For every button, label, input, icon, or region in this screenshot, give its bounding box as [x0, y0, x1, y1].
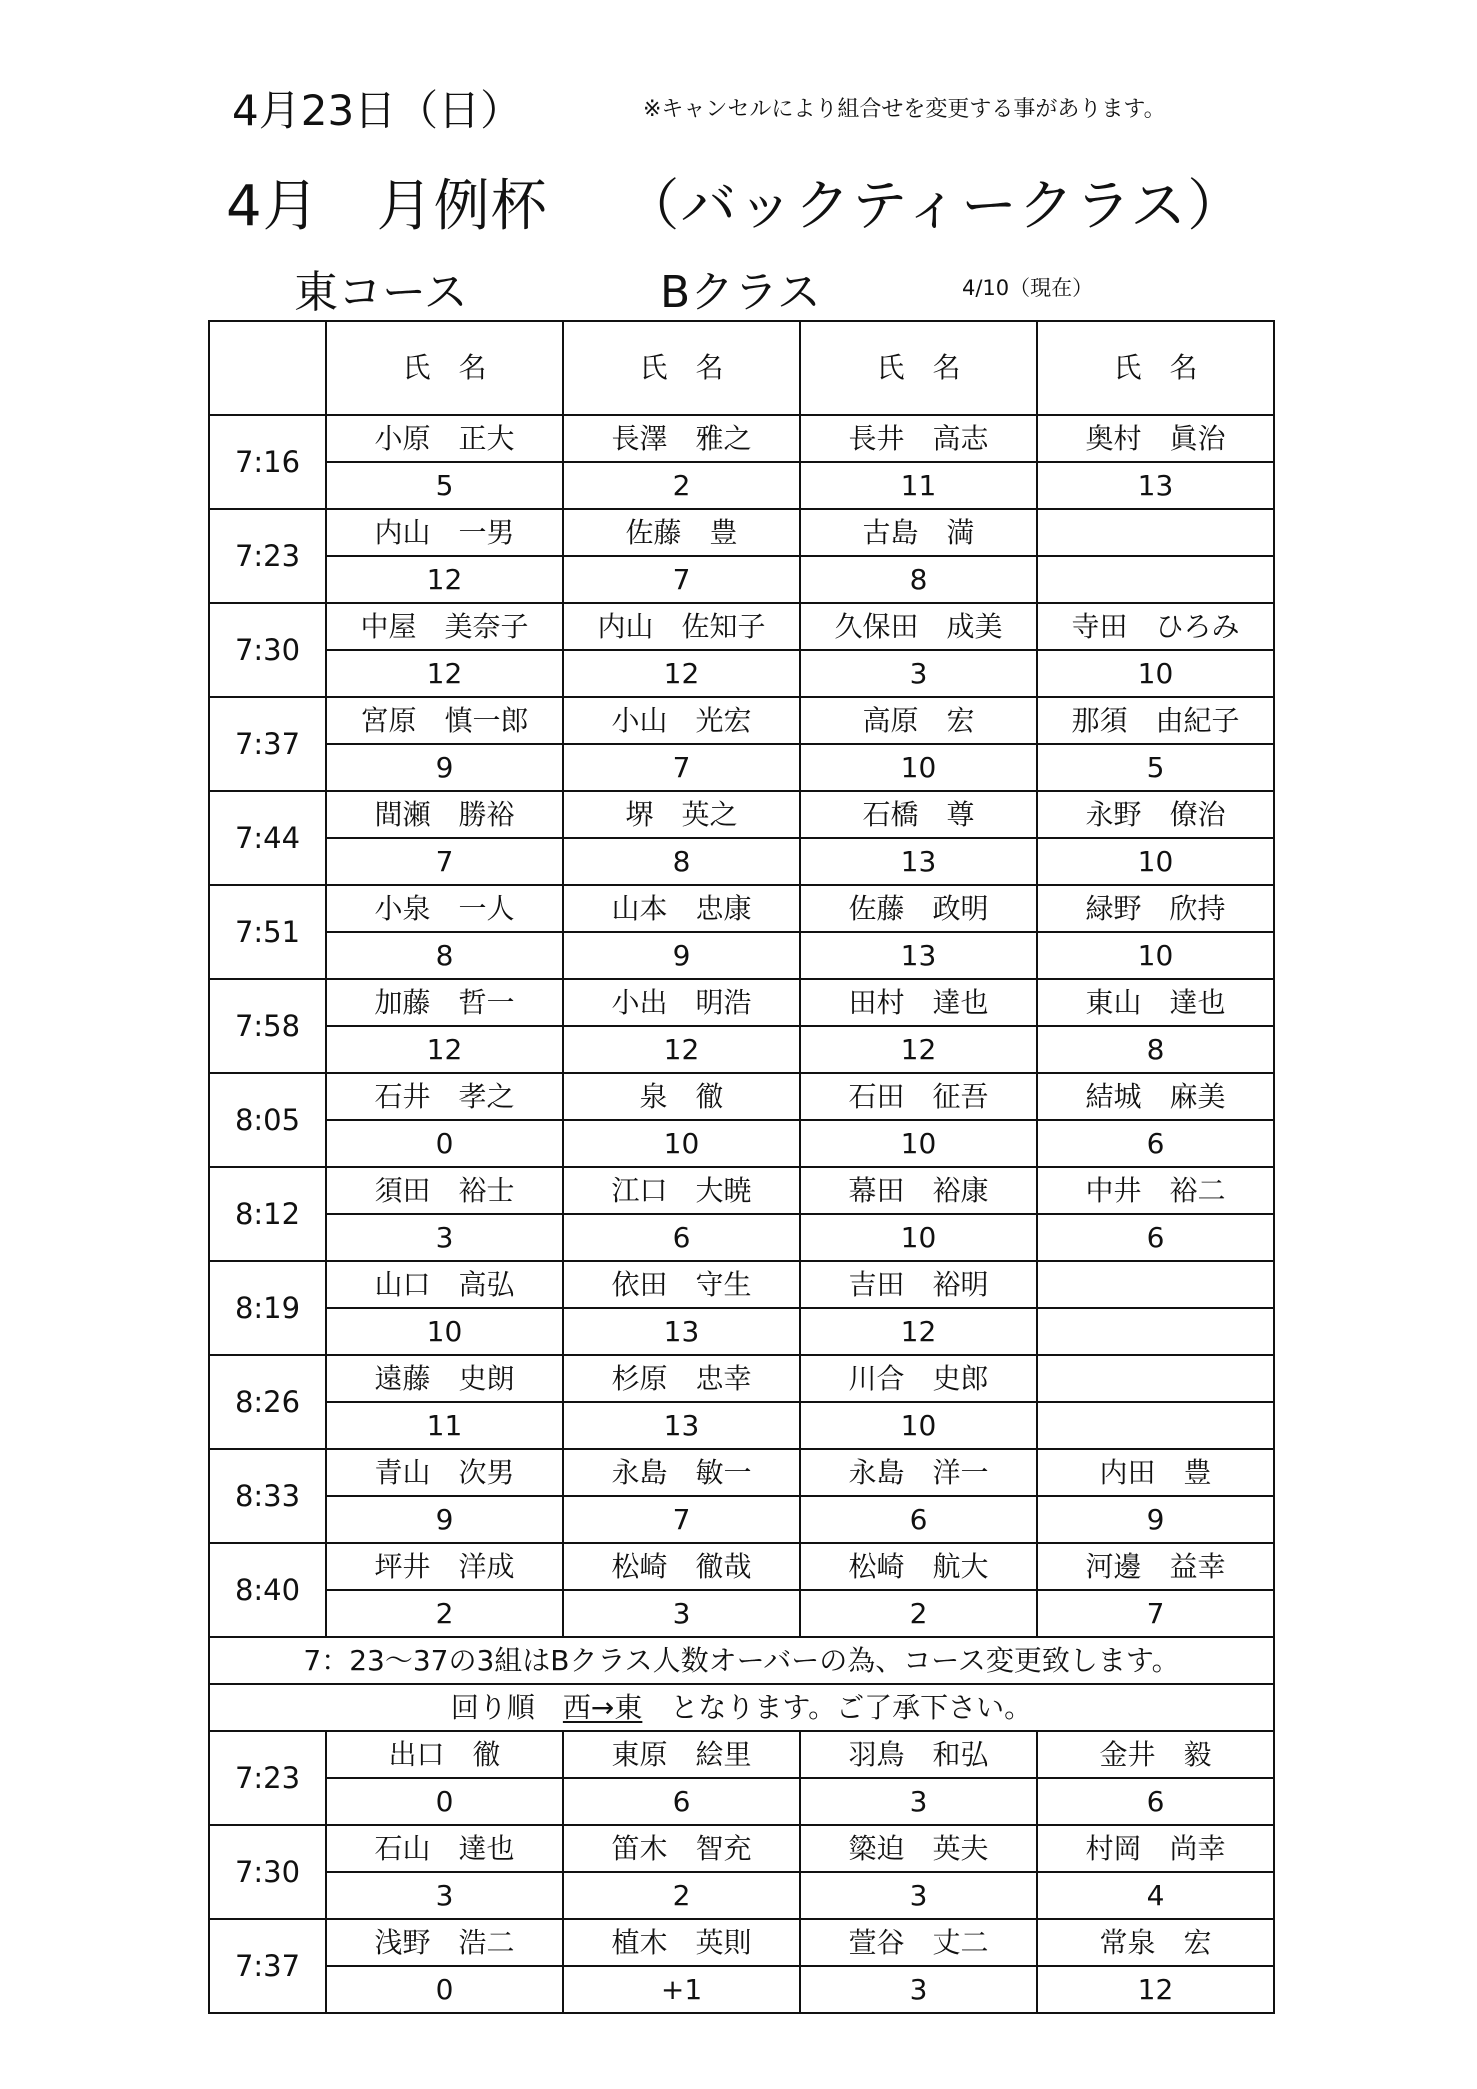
player-handicap [1037, 1308, 1274, 1355]
group-name-row [209, 885, 1274, 932]
player-name: 松崎 徹哉 [563, 1543, 800, 1590]
tee-time: 7:44 [209, 791, 326, 885]
group-name-row [209, 1731, 1274, 1778]
player-handicap: 13 [1037, 462, 1274, 509]
player-handicap: 0 [326, 1778, 563, 1825]
player-handicap: 12 [326, 650, 563, 697]
player-name: 寺田 ひろみ [1037, 603, 1274, 650]
player-name: 長井 高志 [800, 415, 1037, 462]
course-change-notice: 7：23～37の3組はBクラス人数オーバーの為、コース変更致します。 [209, 1637, 1274, 1684]
player-handicap: 2 [800, 1590, 1037, 1637]
player-handicap: 7 [563, 744, 800, 791]
group-handicap-row [209, 744, 1274, 791]
group-handicap-row [209, 462, 1274, 509]
player-handicap: 10 [1037, 932, 1274, 979]
group-name-row [209, 509, 1274, 556]
group-handicap-row [209, 838, 1274, 885]
player-name: 長澤 雅之 [563, 415, 800, 462]
group-name-row [209, 697, 1274, 744]
column-header: 氏 名 [1037, 321, 1274, 415]
player-handicap: 10 [1037, 838, 1274, 885]
player-name: 山口 高弘 [326, 1261, 563, 1308]
player-handicap: 12 [326, 1026, 563, 1073]
player-handicap: 3 [800, 1778, 1037, 1825]
player-name: 緑野 欣持 [1037, 885, 1274, 932]
player-handicap: +1 [563, 1966, 800, 2013]
player-name: 永野 僚治 [1037, 791, 1274, 838]
player-handicap: 3 [326, 1214, 563, 1261]
player-name: 依田 守生 [563, 1261, 800, 1308]
route-order-suffix: となります。ご了承下さい。 [642, 1691, 1033, 1724]
group-handicap-row [209, 1496, 1274, 1543]
player-handicap: 2 [563, 1872, 800, 1919]
player-handicap: 12 [563, 650, 800, 697]
tee-time: 7:23 [209, 509, 326, 603]
player-handicap: 0 [326, 1120, 563, 1167]
column-header: 氏 名 [563, 321, 800, 415]
player-handicap: 9 [1037, 1496, 1274, 1543]
player-handicap: 0 [326, 1966, 563, 2013]
tee-time: 7:30 [209, 1825, 326, 1919]
group-handicap-row [209, 1872, 1274, 1919]
column-header: 氏 名 [800, 321, 1037, 415]
group-handicap-row [209, 1966, 1274, 2013]
tee-time: 7:30 [209, 603, 326, 697]
player-handicap: 6 [563, 1214, 800, 1261]
player-name: 幕田 裕康 [800, 1167, 1037, 1214]
class-name: Bクラス [660, 267, 821, 318]
player-handicap: 9 [326, 744, 563, 791]
player-handicap: 7 [1037, 1590, 1274, 1637]
group-name-row [209, 979, 1274, 1026]
player-name: 吉田 裕明 [800, 1261, 1037, 1308]
player-name: 杉原 忠幸 [563, 1355, 800, 1402]
player-handicap [1037, 556, 1274, 603]
tee-time-table [208, 320, 1275, 2014]
player-name: 堺 英之 [563, 791, 800, 838]
player-name: 宮原 慎一郎 [326, 697, 563, 744]
player-name: 東原 絵里 [563, 1731, 800, 1778]
player-handicap: 6 [800, 1496, 1037, 1543]
player-name: 江口 大暁 [563, 1167, 800, 1214]
player-handicap: 8 [326, 932, 563, 979]
player-name: 須田 裕士 [326, 1167, 563, 1214]
group-handicap-row [209, 1308, 1274, 1355]
tee-time: 8:05 [209, 1073, 326, 1167]
as-of-date: 4/10（現在） [962, 276, 1094, 300]
player-handicap: 13 [800, 838, 1037, 885]
player-name: 小山 光宏 [563, 697, 800, 744]
route-order-notice [209, 1684, 1274, 1731]
player-handicap: 13 [563, 1402, 800, 1449]
player-name: 小原 正大 [326, 415, 563, 462]
player-handicap: 8 [563, 838, 800, 885]
player-handicap [1037, 1402, 1274, 1449]
player-handicap: 5 [1037, 744, 1274, 791]
player-name [1037, 509, 1274, 556]
notice-row [209, 1684, 1274, 1731]
header-blank-cell [209, 321, 326, 415]
player-handicap: 2 [326, 1590, 563, 1637]
player-name: 中井 裕二 [1037, 1167, 1274, 1214]
player-name: 常泉 宏 [1037, 1919, 1274, 1966]
group-handicap-row [209, 650, 1274, 697]
group-handicap-row [209, 1590, 1274, 1637]
player-name: 田村 達也 [800, 979, 1037, 1026]
group-name-row [209, 1449, 1274, 1496]
player-name: 遠藤 史朗 [326, 1355, 563, 1402]
player-handicap: 6 [563, 1778, 800, 1825]
player-handicap: 12 [800, 1308, 1037, 1355]
player-handicap: 5 [326, 462, 563, 509]
player-name: 加藤 哲一 [326, 979, 563, 1026]
player-handicap: 7 [326, 838, 563, 885]
player-name: 浅野 浩二 [326, 1919, 563, 1966]
player-handicap: 10 [326, 1308, 563, 1355]
player-handicap: 4 [1037, 1872, 1274, 1919]
group-name-row [209, 1919, 1274, 1966]
player-handicap: 8 [1037, 1026, 1274, 1073]
tee-time: 7:23 [209, 1731, 326, 1825]
cancellation-note: ※キャンセルにより組合せを変更する事があります。 [643, 97, 1166, 122]
player-name: 小泉 一人 [326, 885, 563, 932]
tee-time: 8:33 [209, 1449, 326, 1543]
group-name-row [209, 1261, 1274, 1308]
group-name-row [209, 791, 1274, 838]
tee-time: 8:26 [209, 1355, 326, 1449]
column-header: 氏 名 [326, 321, 563, 415]
group-handicap-row [209, 1026, 1274, 1073]
player-handicap: 9 [563, 932, 800, 979]
player-name: 村岡 尚幸 [1037, 1825, 1274, 1872]
table-header-row [209, 321, 1274, 415]
player-handicap: 6 [1037, 1120, 1274, 1167]
player-name: 中屋 美奈子 [326, 603, 563, 650]
player-name: 東山 達也 [1037, 979, 1274, 1026]
group-handicap-row [209, 1778, 1274, 1825]
notice-row [209, 1637, 1274, 1684]
player-name: 内山 佐知子 [563, 603, 800, 650]
group-handicap-row [209, 556, 1274, 603]
player-handicap: 10 [800, 1120, 1037, 1167]
player-name: 久保田 成美 [800, 603, 1037, 650]
player-handicap: 12 [326, 556, 563, 603]
group-handicap-row [209, 1402, 1274, 1449]
player-handicap: 6 [1037, 1778, 1274, 1825]
group-name-row [209, 415, 1274, 462]
player-name: 松崎 航大 [800, 1543, 1037, 1590]
player-name [1037, 1355, 1274, 1402]
player-name: 内山 一男 [326, 509, 563, 556]
tee-time: 7:51 [209, 885, 326, 979]
player-name: 高原 宏 [800, 697, 1037, 744]
player-handicap: 9 [326, 1496, 563, 1543]
player-name: 那須 由紀子 [1037, 697, 1274, 744]
player-name: 植木 英則 [563, 1919, 800, 1966]
player-name: 石橋 尊 [800, 791, 1037, 838]
player-handicap: 11 [800, 462, 1037, 509]
course-name: 東コース [294, 267, 468, 318]
player-handicap: 6 [1037, 1214, 1274, 1261]
player-name: 山本 忠康 [563, 885, 800, 932]
player-handicap: 10 [800, 1214, 1037, 1261]
player-handicap: 12 [1037, 1966, 1274, 2013]
player-handicap: 12 [563, 1026, 800, 1073]
tee-time: 7:37 [209, 697, 326, 791]
player-name: 泉 徹 [563, 1073, 800, 1120]
group-name-row [209, 603, 1274, 650]
tee-time: 8:12 [209, 1167, 326, 1261]
player-handicap: 13 [800, 932, 1037, 979]
tee-time: 8:19 [209, 1261, 326, 1355]
player-name: 結城 麻美 [1037, 1073, 1274, 1120]
group-handicap-row [209, 1214, 1274, 1261]
player-handicap: 7 [563, 1496, 800, 1543]
player-name: 佐藤 豊 [563, 509, 800, 556]
player-name: 萱谷 丈二 [800, 1919, 1037, 1966]
player-handicap: 8 [800, 556, 1037, 603]
player-name: 坪井 洋成 [326, 1543, 563, 1590]
player-name: 金井 毅 [1037, 1731, 1274, 1778]
group-name-row [209, 1167, 1274, 1214]
player-name [1037, 1261, 1274, 1308]
player-name: 青山 次男 [326, 1449, 563, 1496]
player-handicap: 12 [800, 1026, 1037, 1073]
player-name: 永島 敏一 [563, 1449, 800, 1496]
group-name-row [209, 1543, 1274, 1590]
player-handicap: 13 [563, 1308, 800, 1355]
player-name: 佐藤 政明 [800, 885, 1037, 932]
group-name-row [209, 1355, 1274, 1402]
player-name: 河邊 益幸 [1037, 1543, 1274, 1590]
player-handicap: 11 [326, 1402, 563, 1449]
route-order-prefix: 回り順 [450, 1691, 563, 1724]
player-name: 小出 明浩 [563, 979, 800, 1026]
group-handicap-row [209, 932, 1274, 979]
group-handicap-row [209, 1120, 1274, 1167]
player-handicap: 10 [563, 1120, 800, 1167]
player-handicap: 7 [563, 556, 800, 603]
group-name-row [209, 1073, 1274, 1120]
player-name: 古島 満 [800, 509, 1037, 556]
player-name: 出口 徹 [326, 1731, 563, 1778]
player-handicap: 3 [800, 650, 1037, 697]
player-name: 簗迫 英夫 [800, 1825, 1037, 1872]
player-handicap: 2 [563, 462, 800, 509]
player-handicap: 3 [326, 1872, 563, 1919]
player-name: 笛木 智充 [563, 1825, 800, 1872]
player-handicap: 10 [800, 1402, 1037, 1449]
player-name: 石井 孝之 [326, 1073, 563, 1120]
tee-time: 8:40 [209, 1543, 326, 1637]
player-name: 永島 洋一 [800, 1449, 1037, 1496]
player-name: 内田 豊 [1037, 1449, 1274, 1496]
tee-time: 7:37 [209, 1919, 326, 2013]
page-title: 4月 月例杯 （バックティークラス） [226, 174, 1245, 239]
player-name: 石田 征吾 [800, 1073, 1037, 1120]
player-name: 間瀬 勝裕 [326, 791, 563, 838]
player-name: 羽鳥 和弘 [800, 1731, 1037, 1778]
route-order-value: 西→東 [562, 1691, 643, 1724]
player-name: 石山 達也 [326, 1825, 563, 1872]
player-name: 奥村 眞治 [1037, 415, 1274, 462]
group-name-row [209, 1825, 1274, 1872]
player-handicap: 3 [800, 1966, 1037, 2013]
event-date: 4月23日（日） [232, 86, 523, 135]
player-handicap: 10 [1037, 650, 1274, 697]
tee-time: 7:16 [209, 415, 326, 509]
player-handicap: 3 [563, 1590, 800, 1637]
player-name: 川合 史郎 [800, 1355, 1037, 1402]
player-handicap: 3 [800, 1872, 1037, 1919]
player-handicap: 10 [800, 744, 1037, 791]
tee-time: 7:58 [209, 979, 326, 1073]
